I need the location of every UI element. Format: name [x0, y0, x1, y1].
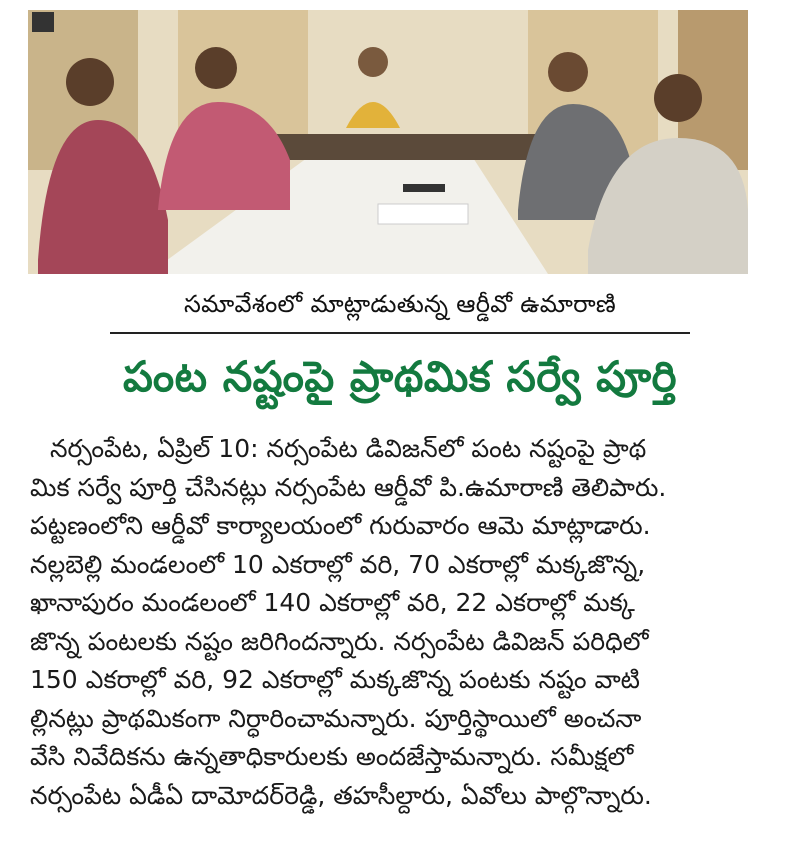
- article-headline: పంట నష్టంపై ప్రాథమిక సర్వే పూర్తి: [123, 352, 677, 401]
- body-line: పట్టణంలోని ఆర్డీవో కార్యాలయంలో గురువారం ఆమె మాట్లాడారు.: [30, 511, 651, 540]
- caption-divider: [110, 332, 690, 334]
- body-line: 150 ఎకరాల్లో వరి, 92 ఎకరాల్లో మక్కజొన్న పంటకు నష్టం వాటి: [30, 665, 640, 694]
- photo-caption: సమావేశంలో మాట్లాడుతున్న ఆర్డీవో ఉమారాణి: [183, 290, 616, 318]
- meeting-photo: [28, 10, 748, 274]
- meeting-photo-illustration: [28, 10, 748, 274]
- body-line: నర్సంపేట ఏడీఏ దామోదర్‌రెడ్డి, తహసీల్దారు, ఏవోలు పాల్గొన్నారు.: [30, 780, 652, 810]
- body-line: మిక సర్వే పూర్తి చేసినట్లు నర్సంపేట ఆర్డీవో పి.ఉమారాణి తెలిపారు.: [30, 472, 667, 502]
- body-line: జొన్న పంటలకు నష్టం జరిగిందన్నారు. నర్సంపేట డివిజన్ పరిధిలో: [30, 626, 649, 656]
- body-line: ల్లినట్లు ప్రాథమికంగా నిర్ధారించామన్నారు. పూర్తిస్థాయిలో అంచనా: [30, 703, 642, 733]
- body-line: ఖానాపురం మండలంలో 140 ఎకరాల్లో వరి, 22 ఎకరాల్లో మక్క: [30, 588, 635, 617]
- body-line: నర్సంపేట, ఏప్రిల్ 10: నర్సంపేట డివిజన్‌లో పంట నష్టంపై ప్రాథ: [50, 434, 647, 463]
- article-body: [30, 430, 772, 815]
- body-line: నల్లబెల్లి మండలంలో 10 ఎకరాల్లో వరి, 70 ఎకరాల్లో మక్కజొన్న,: [30, 549, 646, 579]
- body-line: వేసి నివేదికను ఉన్నతాధికారులకు అందజేస్తామన్నారు. సమీక్షలో: [30, 742, 634, 771]
